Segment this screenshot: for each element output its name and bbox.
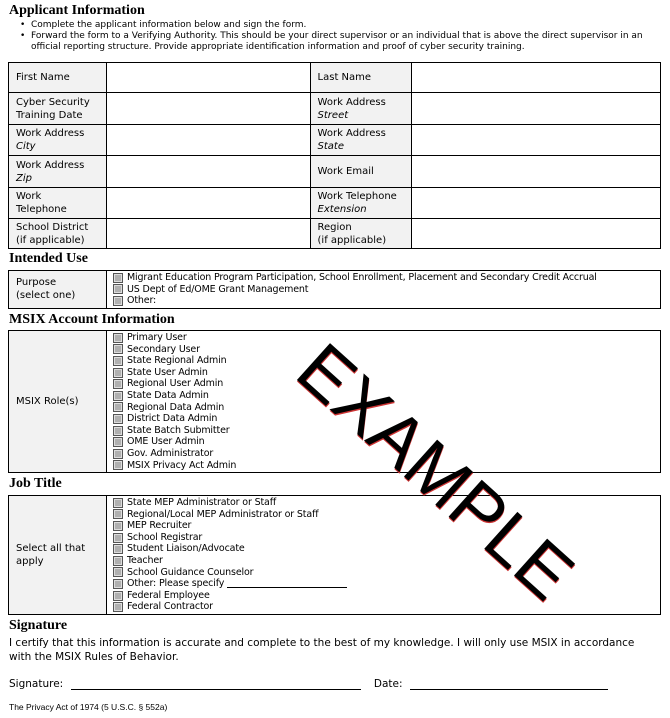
right-field-label: Work Email: [317, 166, 374, 177]
option-label: Regional/Local MEP Administrator or Staff: [127, 508, 319, 520]
option-item[interactable]: [113, 509, 654, 521]
option-label: Other: Please specify: [127, 578, 225, 590]
option-item[interactable]: [113, 295, 654, 307]
msix-role-options: [107, 331, 661, 473]
option-label: Teacher: [127, 554, 163, 566]
checkbox[interactable]: [113, 591, 123, 601]
option-item[interactable]: [113, 402, 654, 414]
signature-label: Signature:: [9, 678, 64, 690]
left-field-input[interactable]: [106, 125, 310, 156]
option-label: OME User Admin: [127, 436, 205, 448]
left-field-sublabel: City: [16, 141, 36, 152]
example-watermark: EXAMPLE: [281, 328, 589, 616]
left-field-label: Work: [16, 191, 42, 202]
job-label: Select all that: [16, 542, 86, 554]
left-field-label: School District: [16, 221, 89, 233]
signature-field[interactable]: [71, 678, 361, 690]
option-label: Regional User Admin: [127, 378, 224, 390]
checkbox[interactable]: [113, 296, 123, 306]
msix-heading: MSIX Account Information: [9, 312, 175, 327]
option-item[interactable]: [113, 520, 654, 532]
instruction: • Forward the form to a Verifying Authority. This should be your direct supervisor or an individual that is above the direct supervisor in an official reporting structure. Provide appropriate identification information and proof of cyber security training.: [20, 31, 660, 53]
checkbox[interactable]: [113, 284, 123, 294]
right-field-input[interactable]: [412, 156, 661, 188]
right-field-label: Last Name: [317, 72, 372, 83]
job-title-table: [8, 495, 661, 615]
checkbox[interactable]: [113, 533, 123, 543]
job-title-options: [107, 496, 661, 615]
checkbox[interactable]: [113, 414, 123, 424]
right-field-input[interactable]: [412, 219, 661, 249]
certification-statement: I certify that this information is accurate and complete to the best of my knowledge. I will only use MSIX in accordance with the MSIX Rules of Behavior.: [9, 637, 635, 663]
left-field-input[interactable]: [106, 219, 310, 249]
checkbox[interactable]: [113, 449, 123, 459]
checkbox[interactable]: [113, 273, 123, 283]
option-label: Primary User: [127, 332, 187, 343]
right-field-input[interactable]: [412, 125, 661, 156]
option-item[interactable]: [113, 284, 654, 296]
checkbox[interactable]: [113, 460, 123, 470]
applicant-row: [9, 125, 661, 156]
left-field-label: Work Address: [16, 159, 85, 171]
right-field-label: Work Address: [317, 128, 386, 139]
left-field-sublabel: (if applicable): [16, 234, 85, 246]
job-title-heading: Job Title: [9, 476, 62, 491]
option-label: MEP Recruiter: [127, 520, 192, 532]
option-item[interactable]: [113, 448, 654, 460]
option-label: Federal Employee: [127, 589, 210, 601]
checkbox[interactable]: [113, 509, 123, 519]
right-field-input[interactable]: [412, 63, 661, 93]
option-label: State Data Admin: [127, 389, 209, 401]
right-field-sublabel: (if applicable): [317, 234, 387, 246]
intended-use-heading: Intended Use: [9, 251, 88, 266]
purpose-options: [107, 271, 661, 309]
option-item[interactable]: [113, 543, 654, 555]
option-item[interactable]: [113, 344, 654, 356]
option-label: State User Admin: [127, 366, 208, 378]
option-item[interactable]: [113, 413, 654, 425]
checkbox[interactable]: [113, 544, 123, 554]
applicant-row: [9, 188, 661, 219]
signature-heading: Signature: [9, 618, 68, 633]
checkbox[interactable]: [113, 556, 123, 566]
purpose-label: Purpose: [16, 277, 57, 289]
option-label: School Registrar: [127, 531, 203, 543]
date-label: Date:: [373, 678, 403, 690]
right-field-input[interactable]: [412, 188, 661, 219]
option-item[interactable]: [113, 390, 654, 402]
checkbox[interactable]: [113, 391, 123, 401]
checkbox[interactable]: [113, 356, 123, 366]
instruction: • Complete the applicant information below and sign the form.: [20, 20, 660, 31]
option-label: Migrant Education Program Participation, School Enrollment, Placement and Secondary Credit Accrual: [127, 272, 597, 283]
applicant-row: [9, 63, 661, 93]
option-label: State Batch Submitter: [127, 424, 230, 436]
intended-use-table: [8, 270, 661, 309]
right-field-input[interactable]: [412, 93, 661, 125]
left-field-sublabel: Zip: [16, 172, 32, 184]
option-label: Student Liaison/Advocate: [127, 543, 245, 555]
checkbox[interactable]: [113, 368, 123, 378]
right-field-label: Work Address: [317, 96, 386, 108]
signature-row: [9, 678, 608, 690]
date-field[interactable]: [410, 678, 608, 690]
left-field-label: First Name: [16, 72, 70, 83]
msix-table: [8, 330, 661, 473]
right-field-sublabel: Street: [317, 109, 349, 121]
option-item[interactable]: [113, 578, 654, 590]
option-item[interactable]: [113, 601, 654, 613]
checkbox[interactable]: [113, 379, 123, 389]
left-field-input[interactable]: [106, 188, 310, 219]
option-item[interactable]: [113, 378, 654, 390]
checkbox[interactable]: [113, 521, 123, 531]
option-item[interactable]: [113, 355, 654, 367]
option-item[interactable]: [113, 532, 654, 544]
msix-role-label: MSIX Role(s): [9, 331, 107, 473]
right-field-label: Work Telephone: [317, 191, 397, 202]
job-sublabel: apply: [16, 555, 44, 567]
checkbox[interactable]: [113, 333, 123, 343]
checkbox[interactable]: [113, 426, 123, 436]
option-item[interactable]: [113, 555, 654, 567]
option-item[interactable]: [113, 590, 654, 602]
checkbox[interactable]: [113, 344, 123, 354]
left-field-input[interactable]: [106, 156, 310, 188]
option-item[interactable]: [113, 332, 654, 344]
option-item[interactable]: [113, 567, 654, 579]
checkbox[interactable]: [113, 602, 123, 612]
option-label: Secondary User: [127, 343, 200, 355]
option-label: US Dept of Ed/OME Grant Management: [127, 283, 309, 295]
applicant-row: [9, 219, 661, 249]
option-label: Other:: [127, 295, 157, 307]
left-field-input[interactable]: [106, 63, 310, 93]
applicant-heading: Applicant Information: [9, 3, 145, 18]
option-label: MSIX Privacy Act Admin: [127, 459, 237, 471]
left-field-label: Cyber Security: [16, 96, 90, 108]
option-item[interactable]: [113, 460, 654, 472]
option-label: Federal Contractor: [127, 601, 213, 613]
applicant-row: [9, 156, 661, 188]
checkbox[interactable]: [113, 567, 123, 577]
left-field-input[interactable]: [106, 93, 310, 125]
applicant-row: [9, 93, 661, 125]
option-label: State Regional Admin: [127, 355, 227, 367]
applicant-table: [8, 62, 661, 249]
option-item[interactable]: [113, 497, 654, 509]
right-field-sublabel: State: [317, 141, 345, 152]
option-item[interactable]: [113, 367, 654, 379]
checkbox[interactable]: [113, 402, 123, 412]
option-label: State MEP Administrator or Staff: [127, 497, 277, 508]
checkbox[interactable]: [113, 579, 123, 589]
checkbox[interactable]: [113, 498, 123, 508]
option-item[interactable]: [113, 436, 654, 448]
right-field-label: Region: [317, 221, 352, 233]
left-field-sublabel: Training Date: [16, 109, 83, 121]
option-item[interactable]: [113, 425, 654, 437]
purpose-sublabel: (select one): [16, 290, 76, 302]
option-label: Regional Data Admin: [127, 401, 225, 413]
left-field-label: Work Address: [16, 128, 85, 139]
option-label: School Guidance Counselor: [127, 566, 254, 578]
instructions: [20, 20, 660, 53]
other-specify-field[interactable]: [227, 579, 347, 588]
right-field-sublabel: Extension: [317, 204, 367, 215]
option-label: Gov. Administrator: [127, 447, 214, 459]
privacy-act-footer: The Privacy Act of 1974 (5 U.S.C. § 552a): [9, 702, 168, 712]
option-label: District Data Admin: [127, 413, 218, 425]
option-item[interactable]: [113, 272, 654, 284]
left-field-sublabel: Telephone: [16, 204, 67, 215]
checkbox[interactable]: [113, 437, 123, 447]
